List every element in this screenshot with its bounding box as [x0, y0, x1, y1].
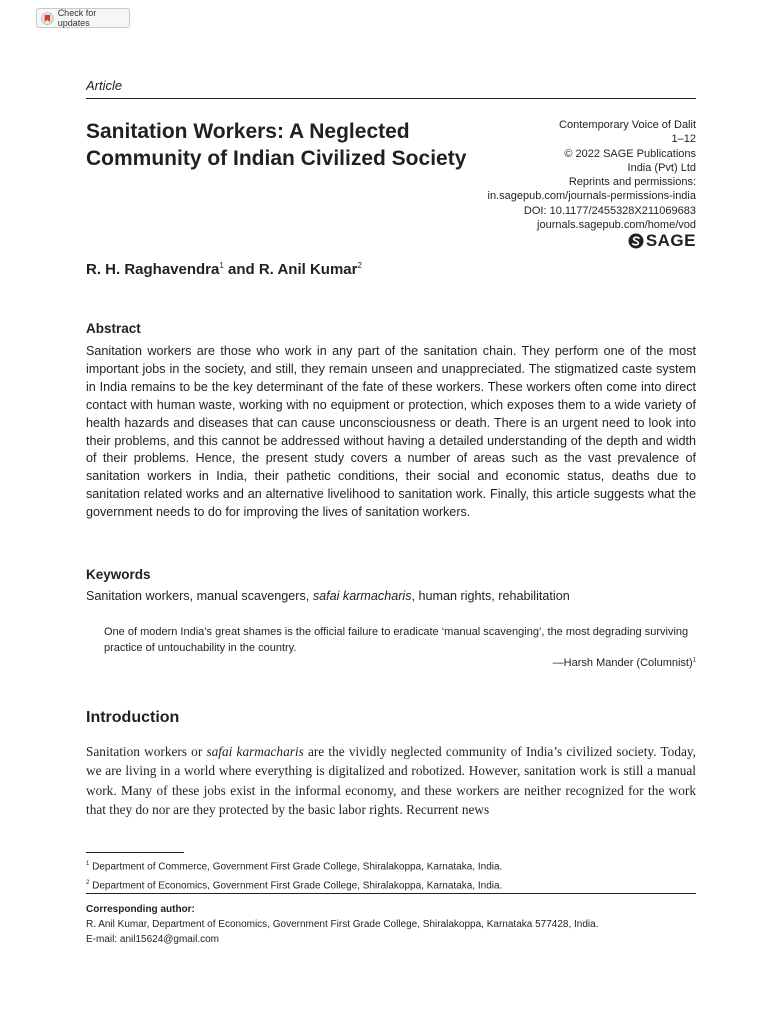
footnote-2-marker: 2	[86, 880, 90, 887]
check-for-updates-label: Check for updates	[57, 8, 97, 28]
reprints-label: Reprints and permissions:	[568, 176, 696, 189]
keywords-text	[86, 589, 570, 603]
header-divider	[86, 98, 696, 99]
journal-home-link[interactable]: journals.sagepub.com/home/vod	[537, 219, 696, 232]
intro-body: are the vividly neglected community of India’s civilized society. Today, we are living in a world where everything is digitalized and robotized. However, sanitation work is still a manual work. Many of these jobs exist in the informal economy, and these workers are neither recognized for the work that they do nor are they protected by the basic labor rights. Recurrent news	[86, 744, 696, 817]
introduction-heading: Introduction	[86, 709, 180, 726]
intro-lead: Sanitation workers or	[86, 744, 207, 759]
keywords-italic: safai karmacharis	[312, 589, 412, 603]
corresponding-email[interactable]: E-mail: anil15624@gmail.com	[86, 934, 219, 945]
doi-link[interactable]: DOI: 10.1177/2455328X211069683	[523, 204, 696, 217]
corresponding-address: R. Anil Kumar, Department of Economics, Government First Grade College, Shiralakoppa, Karnataka 577428, India.	[86, 919, 599, 930]
footnote-1	[86, 856, 502, 875]
permissions-link[interactable]: in.sagepub.com/journals-permissions-india	[487, 190, 696, 203]
epigraph-footnote-ref: 1	[692, 657, 696, 664]
copyright: © 2022 SAGE Publications	[564, 147, 696, 160]
keywords-part-2: , human rights, rehabilitation	[411, 589, 570, 603]
article-title: Sanitation Workers: A Neglected Community of Indian Civilized Society	[86, 120, 467, 170]
footnote-1-marker: 1	[86, 861, 90, 867]
sage-s-icon	[628, 233, 644, 249]
footnotes	[86, 856, 502, 895]
corresponding-divider	[86, 893, 696, 894]
abstract-heading: Abstract	[86, 321, 141, 336]
corresponding-label: Corresponding author:	[86, 904, 195, 915]
epigraph-author: —Harsh Mander (Columnist)	[552, 657, 693, 669]
footnote-divider	[86, 852, 184, 853]
sage-wordmark: SAGE	[645, 231, 696, 250]
sage-logo	[628, 231, 696, 251]
author-2: R. Anil Kumar	[258, 261, 358, 278]
epigraph-attribution	[553, 657, 696, 669]
footnote-1-text: Department of Commerce, Government First Grade College, Shiralakoppa, Karnataka, India.	[89, 861, 503, 873]
publisher-entity: India (Pvt) Ltd	[627, 161, 696, 174]
crossmark-icon	[41, 12, 54, 25]
author-1-affil: 1	[219, 261, 224, 270]
epigraph-quote: One of modern India’s great shames is the official failure to eradicate ‘manual scavenging’, the most degrading surviving practice of untouchability in the country.	[104, 626, 689, 654]
keywords-heading: Keywords	[86, 567, 151, 582]
keywords-part-1: Sanitation workers, manual scavengers,	[86, 589, 313, 603]
intro-italic: safai karmacharis	[206, 744, 304, 759]
journal-info-block	[436, 118, 696, 232]
article-type-label: Article	[86, 78, 123, 93]
corresponding-author-block	[86, 902, 599, 947]
abstract-text: Sanitation workers are those who work in any part of the sanitation chain. They perform one of the most important jobs in the society, and still, they remain unseen and unappreciated. The stigmatized caste system in India remains to be the key determinant of the fate of these workers. These workers often come into direct contact with human waste, working with no equipment or protection, which exposes them to a wide variety of health hazards and diseases that can cause unconsciousness or death. There is an urgent need to look into their problems, and this cannot be addressed without having a detailed understanding of the depth and width of their problems. Hence, the present study covers a number of areas such as the vast prevalence of sanitation workers in India, their pathetic conditions, their social and economic status, deaths due to sanitation related works and an alternative livelihood to sanitation work. Finally, this article suggests what the government needs to do for improving the lives of sanitation workers.	[86, 344, 696, 520]
footnote-2-text: Department of Economics, Government First Grade College, Shiralakoppa, Karnataka, India.	[89, 880, 503, 892]
author-1: R. H. Raghavendra	[86, 261, 220, 278]
page-range: 1–12	[671, 133, 696, 146]
introduction-text	[86, 742, 696, 819]
journal-name: Contemporary Voice of Dalit	[559, 119, 696, 131]
footnote-2	[86, 875, 502, 894]
author-line	[86, 261, 362, 278]
author-joiner: and	[223, 261, 259, 278]
check-for-updates-button[interactable]	[36, 8, 130, 28]
author-2-affil: 2	[357, 261, 362, 270]
